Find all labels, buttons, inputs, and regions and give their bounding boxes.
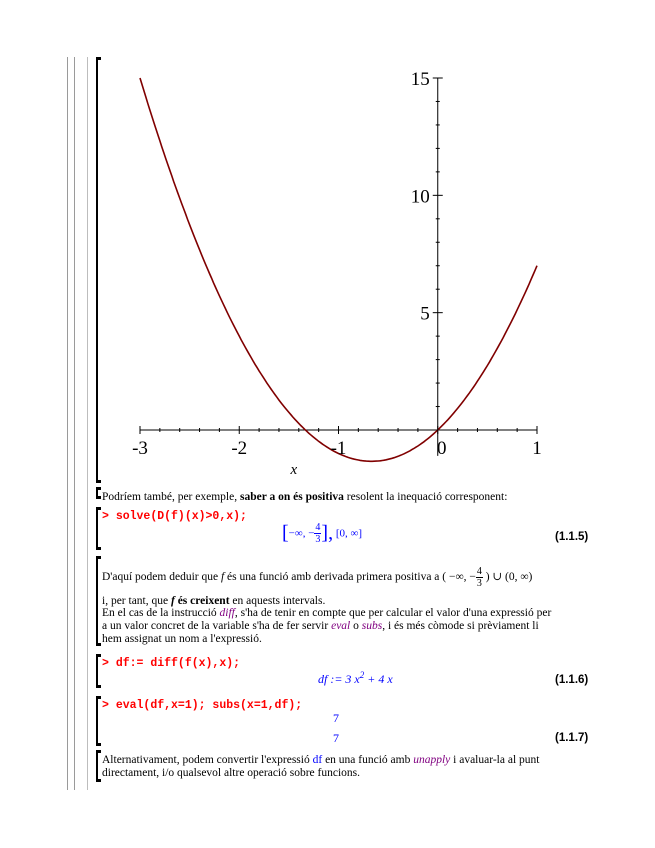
out1-fraction-den: 3 [315, 534, 321, 545]
command-input-3[interactable]: eval(df,x=1); subs(x=1,df); [115, 699, 303, 712]
out1-interval-a: −∞, − [288, 527, 315, 540]
text1-part-c: resolent la inequació corresponent: [343, 491, 508, 503]
y-tick-label: 5 [420, 303, 430, 325]
command-prompt-1: > [102, 510, 116, 523]
x-tick-label: 1 [532, 438, 542, 459]
out1-close-bracket: ], [321, 522, 334, 544]
equation-label-1-1-6: (1.1.6) [555, 674, 589, 686]
command-line-3[interactable] [102, 699, 302, 712]
output-3-value-2: 7 [333, 731, 339, 745]
command-prompt-2: > [102, 657, 116, 670]
text3-l2a: a un valor concret de la variable s'ha de fer servir [102, 620, 332, 632]
text3-l1b: , s'ha de tenir en compte que per calcular el valor d'una expressió per [234, 607, 552, 619]
text2-line2-d: en aquests intervals. [229, 595, 326, 607]
text4-l1b: en una funció amb [322, 754, 414, 766]
text3-l2b: o [350, 620, 362, 632]
text2-part-c: ( −∞, − [442, 571, 476, 584]
text1-bold: saber a on és positiva [239, 491, 344, 503]
text2-part-a: D'aquí podem deduir que [102, 571, 221, 584]
equation-label-1-1-7: (1.1.7) [555, 732, 589, 744]
text4-line-2: directament, i/o qualsevol altre operació sobre funcions. [102, 767, 361, 779]
equation-label-1-1-5: (1.1.5) [555, 531, 589, 543]
text3-l2c: , i és més còmode si prèviament li [382, 620, 539, 632]
out2-exponent: 2 [359, 670, 365, 680]
x-tick-label: -2 [231, 438, 248, 459]
text3-eval: eval [331, 620, 351, 632]
text2-f: f [220, 571, 225, 584]
text2-line2-bold: és creixent [174, 595, 230, 607]
command-line-2[interactable] [102, 657, 240, 670]
text-paragraph-2 [102, 566, 532, 589]
x-tick-label: 0 [437, 438, 447, 459]
x-axis-label: x [290, 462, 298, 478]
x-tick-label: -3 [132, 438, 148, 459]
output-2 [318, 670, 393, 687]
text2-line2-f: f [170, 595, 175, 607]
plot-ticks [132, 69, 542, 478]
command-prompt-3: > [102, 699, 116, 712]
y-tick-label: 15 [410, 69, 430, 90]
output-1 [282, 522, 362, 545]
text3-line-2 [102, 620, 551, 633]
text-paragraph-3 [102, 607, 551, 646]
out1-fraction-num: 4 [315, 522, 321, 533]
output-3-value-1: 7 [333, 711, 339, 725]
command-input-2[interactable]: df:= diff(f(x),x); [115, 657, 241, 670]
out1-interval-b: [0, ∞] [333, 527, 363, 540]
text4-l1a: Alternativament, podem convertir l'expressió [102, 754, 313, 766]
text2-part-d: ) ∪ (0, ∞) [482, 571, 533, 584]
command-line-1[interactable] [102, 510, 247, 523]
command-input-1[interactable]: solve(D(f)(x)>0,x); [115, 510, 247, 523]
out1-open-bracket: [ [282, 522, 289, 544]
text3-line-1 [102, 607, 551, 620]
text4-line-1 [102, 754, 539, 767]
function-curve [140, 78, 537, 461]
text-paragraph-1 [102, 491, 507, 504]
text4-unapply: unapply [413, 754, 451, 766]
out2-rest: + 4 x [364, 672, 393, 686]
text3-diff: diff [219, 607, 235, 619]
text1-part-a: Podríem també, per exemple, [102, 491, 240, 503]
text3-line-3: hem assignat un nom a l'expressió. [102, 633, 262, 645]
text3-subs: subs [361, 620, 383, 632]
plot-axes [140, 78, 537, 456]
text2-part-b: és una funció amb derivada primera positiva a [224, 571, 443, 584]
text3-l1a: En el cas de la instrucció [102, 607, 220, 619]
y-tick-label: 10 [410, 186, 430, 208]
text4-l1c: i avaluar-la al punt [450, 754, 540, 766]
out2-expr: df := 3 x [318, 672, 360, 686]
x-tick-label: -1 [330, 438, 347, 459]
text2-fraction [476, 566, 483, 589]
text2-fraction-den: 3 [476, 578, 482, 589]
text-paragraph-4 [102, 754, 539, 780]
text2-line2-a: i, per tant, que [102, 595, 171, 607]
text2-fraction-num: 4 [476, 566, 482, 577]
text4-df: df [312, 754, 323, 766]
